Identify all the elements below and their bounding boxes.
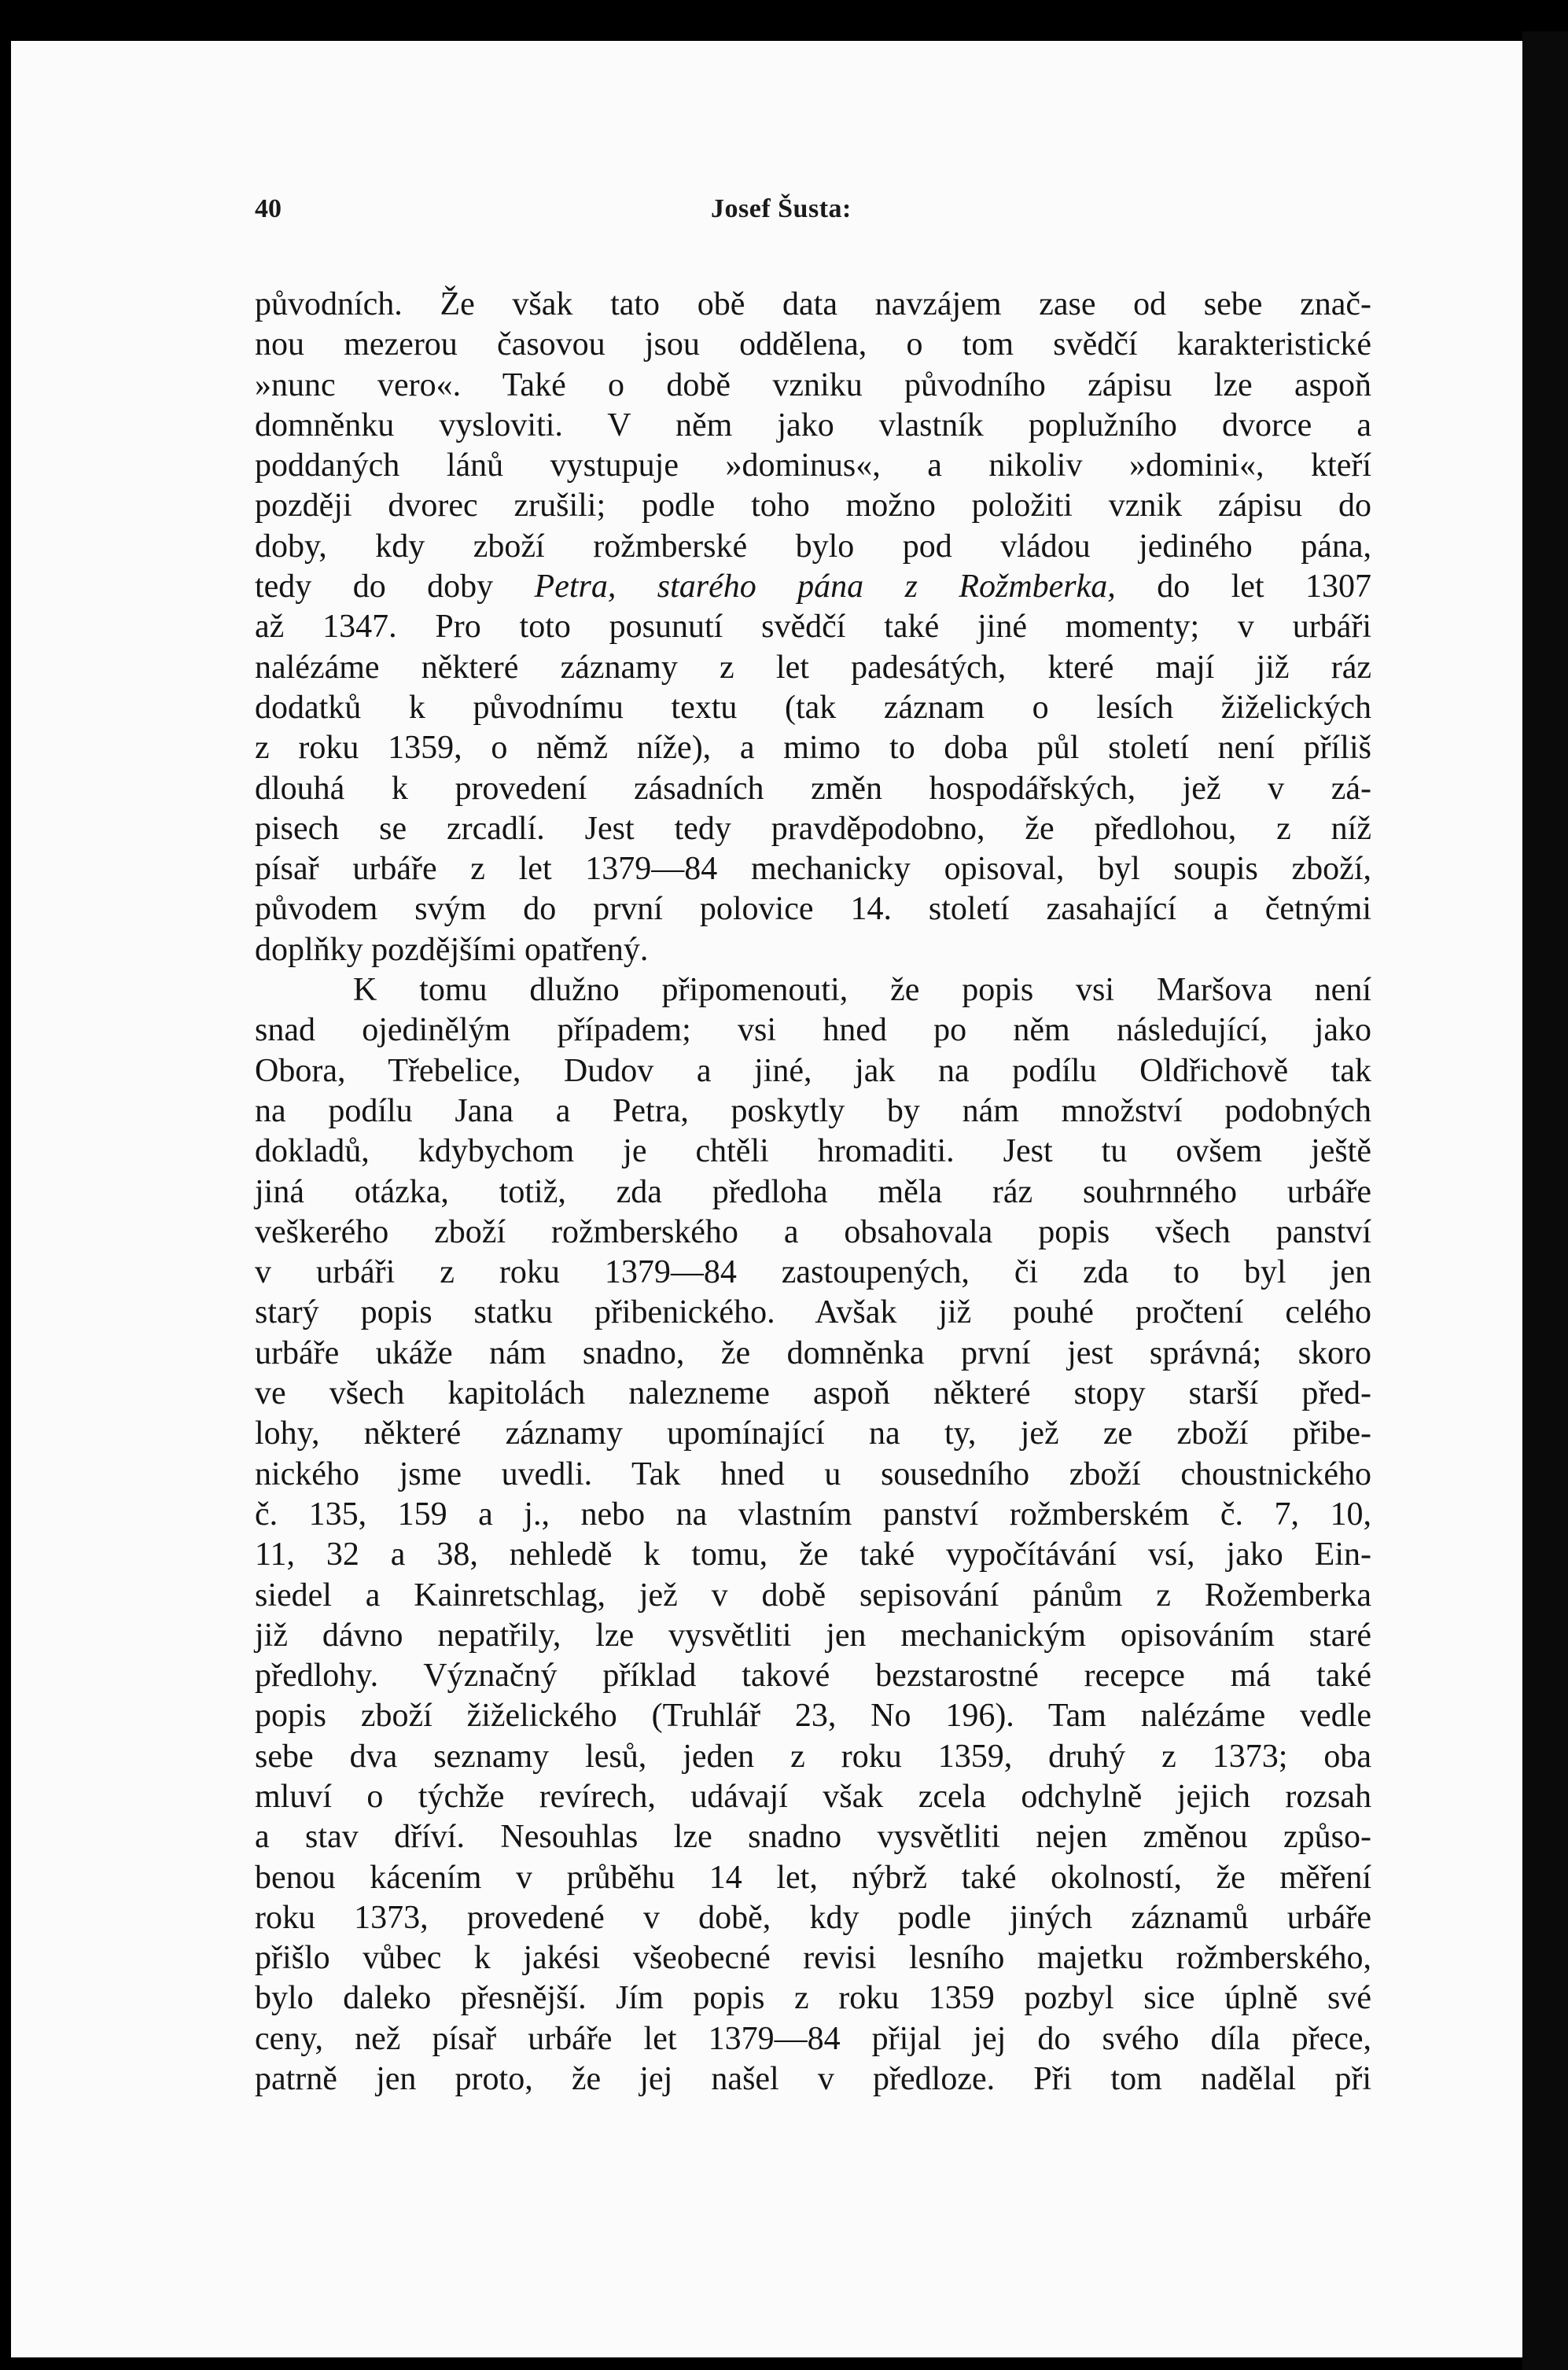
text-line: veškerého zboží rožmberského a obsahovala popis všech panství bbox=[255, 1213, 1371, 1250]
italic-name-phrase: Petra, starého pána z Rožmberka, bbox=[534, 569, 1116, 605]
page-header bbox=[11, 194, 1522, 241]
text-line: č. 135, 159 a j., nebo na vlastním panství rožmberském č. 7, 10, bbox=[255, 1496, 1371, 1533]
text-line: dodatků k původnímu textu (tak záznam o lesích žiželických bbox=[255, 689, 1371, 726]
text-line: starý popis statku přibenického. Avšak již pouhé pročtení celého bbox=[255, 1294, 1371, 1331]
text-line: 11, 32 a 38, nehledě k tomu, že také vypočítávání vsí, jako Ein- bbox=[255, 1536, 1371, 1573]
text-line: lohy, některé záznamy upomínající na ty, jež ze zboží přibe- bbox=[255, 1415, 1371, 1452]
text-line: patrně jen proto, že jej našel v předloze. Při tom nadělal při bbox=[255, 2061, 1371, 2098]
text-line: doby, kdy zboží rožmberské bylo pod vládou jediného pána, bbox=[255, 528, 1371, 565]
text-line: původem svým do první polovice 14. století zasahající a četnými bbox=[255, 891, 1371, 928]
text-line: bylo daleko přesnější. Jím popis z roku 1359 pozbyl sice úplně své bbox=[255, 1980, 1371, 2017]
text-line-italic: tedy do doby Petra, starého pána z Rožmberka, do let 1307 bbox=[255, 569, 1371, 605]
text-line: přišlo vůbec k jakési všeobecné revisi lesního majetku rožmberského, bbox=[255, 1940, 1371, 1977]
running-head: Josef Šusta: bbox=[711, 194, 852, 223]
text-line: nalézáme některé záznamy z let padesátých, které mají již ráz bbox=[255, 649, 1371, 686]
text-line: v urbáři z roku 1379—84 zastoupených, či zda to byl jen bbox=[255, 1254, 1371, 1291]
text-line: původních. Že však tato obě data navzájem zase od sebe znač- bbox=[255, 286, 1371, 322]
text-line: mluví o týchže revírech, udávají však zcela odchylně jejich rozsah bbox=[255, 1778, 1371, 1815]
text-line: poddaných lánů vystupuje »dominus«, a nikoliv »domini«, kteří bbox=[255, 447, 1371, 484]
text-line: až 1347. Pro toto posunutí svědčí také jiné momenty; v urbáři bbox=[255, 609, 1371, 646]
text-line: Obora, Třebelice, Dudov a jiné, jak na podílu Oldřichově tak bbox=[255, 1052, 1371, 1089]
text-line: snad ojedinělým případem; vsi hned po něm následující, jako bbox=[255, 1012, 1371, 1049]
text-line: K tomu dlužno připomenouti, že popis vsi Maršova není bbox=[353, 972, 1371, 1009]
text-line: jiná otázka, totiž, zda předloha měla ráz souhrnného urbáře bbox=[255, 1173, 1371, 1210]
text-line: popis zboží žiželického (Truhlář 23, No 196). Tam nalézáme vedle bbox=[255, 1698, 1371, 1735]
text-line: dokladů, kdybychom je chtěli hromaditi. Jest tu ovšem ještě bbox=[255, 1133, 1371, 1170]
text-line: písař urbáře z let 1379—84 mechanicky opisoval, byl soupis zboží, bbox=[255, 851, 1371, 888]
text-line: ve všech kapitolách nalezneme aspoň některé stopy starší před- bbox=[255, 1375, 1371, 1412]
text-line: a stav dříví. Nesouhlas lze snadno vysvětliti nejen změnou způso- bbox=[255, 1819, 1371, 1856]
text-line: domněnku vysloviti. V něm jako vlastník poplužního dvorce a bbox=[255, 407, 1371, 443]
text-line: roku 1373, provedené v době, kdy podle jiných záznamů urbáře bbox=[255, 1899, 1371, 1936]
book-page bbox=[11, 41, 1522, 2357]
text-line: »nunc vero«. Také o době vzniku původního zápisu lze aspoň bbox=[255, 366, 1371, 403]
text-line: na podílu Jana a Petra, poskytly by nám množství podobných bbox=[255, 1092, 1371, 1129]
text-line: předlohy. Význačný příklad takové bezstarostné recepce má také bbox=[255, 1658, 1371, 1695]
text-line: doplňky pozdějšími opatřený. bbox=[255, 931, 649, 968]
text-line: z roku 1359, o němž níže), a mimo to doba půl století není příliš bbox=[255, 730, 1371, 767]
text-line: nou mezerou časovou jsou oddělena, o tom svědčí karakteristické bbox=[255, 326, 1371, 363]
scan-right-edge bbox=[1522, 31, 1568, 2370]
text-line: dlouhá k provedení zásadních změn hospodářských, jež v zá- bbox=[255, 770, 1371, 807]
body-text bbox=[255, 285, 1371, 2100]
text-line: ceny, než písař urbáře let 1379—84 přijal jej do svého díla přece, bbox=[255, 2020, 1371, 2057]
page-number: 40 bbox=[255, 194, 282, 223]
text-line: pisech se zrcadlí. Jest tedy pravděpodobno, že předlohou, z níž bbox=[255, 810, 1371, 847]
paragraph-1 bbox=[255, 285, 1371, 970]
text-line: siedel a Kainretschlag, jež v době sepisování pánům z Rožemberka bbox=[255, 1577, 1371, 1614]
text-line: urbáře ukáže nám snadno, že domněnka první jest správná; skoro bbox=[255, 1334, 1371, 1371]
text-line: benou kácením v průběhu 14 let, nýbrž také okolností, že měření bbox=[255, 1859, 1371, 1896]
text-line: sebe dva seznamy lesů, jeden z roku 1359, druhý z 1373; oba bbox=[255, 1738, 1371, 1775]
text-line: nického jsme uvedli. Tak hned u sousedního zboží choustnického bbox=[255, 1455, 1371, 1492]
text-line: již dávno nepatřily, lze vysvětliti jen mechanickým opisováním staré bbox=[255, 1617, 1371, 1654]
paragraph-2 bbox=[255, 970, 1371, 2100]
text-line: později dvorec zrušili; podle toho možno položiti vznik zápisu do bbox=[255, 488, 1371, 524]
